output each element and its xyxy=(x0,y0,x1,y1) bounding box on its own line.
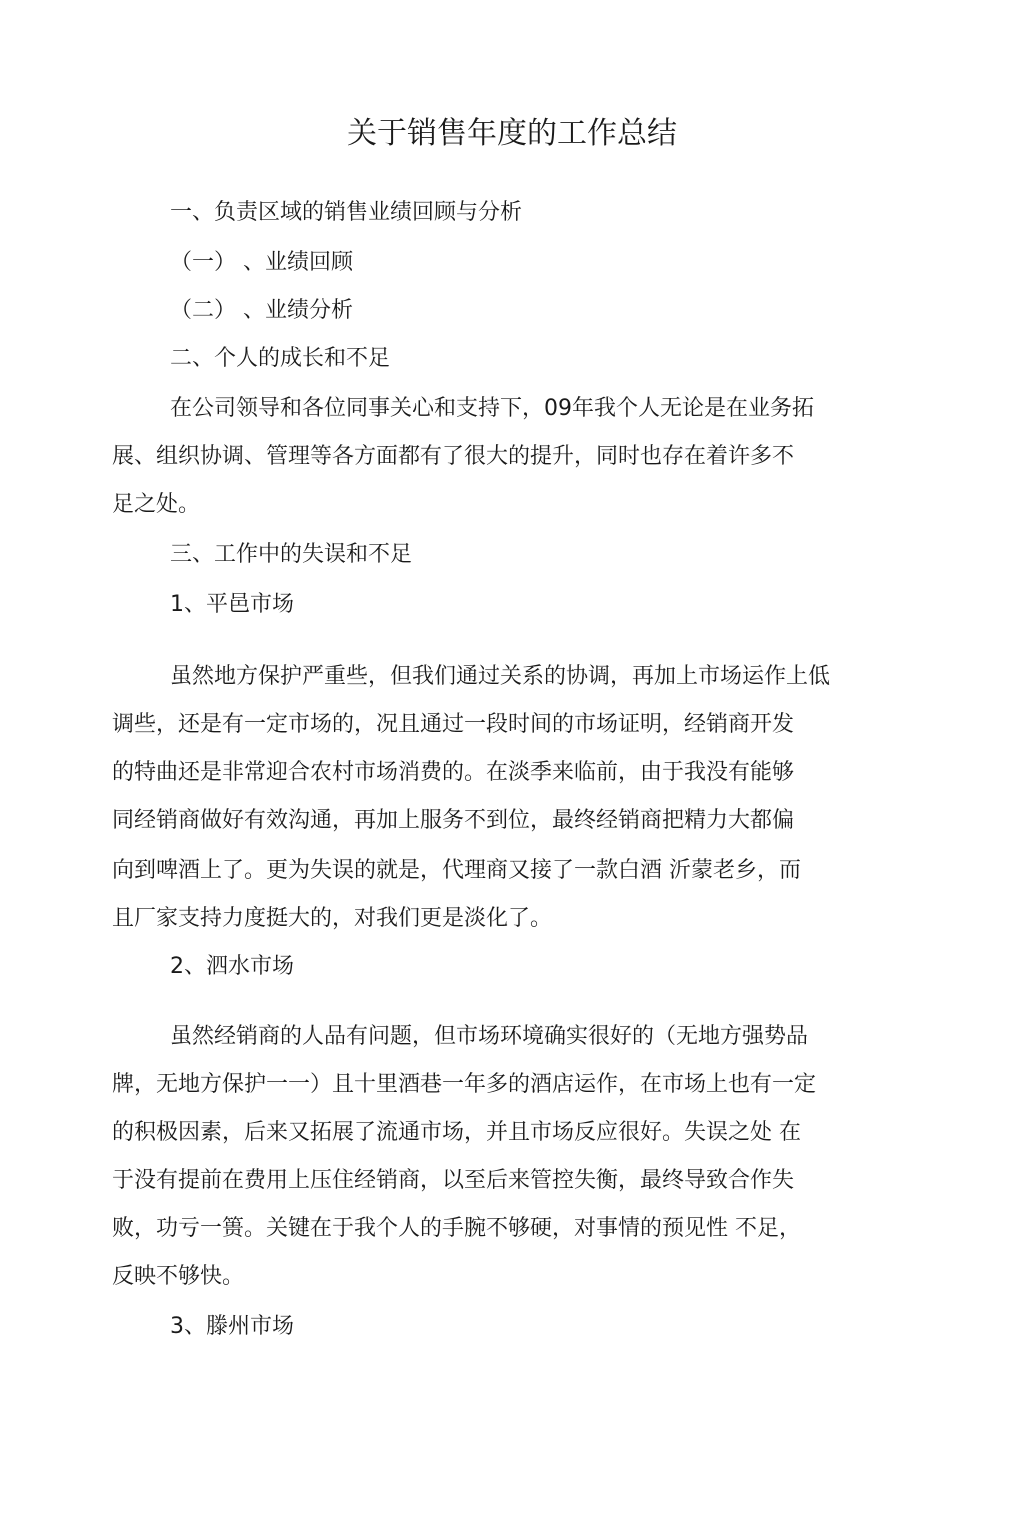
market-1-paragraph-line: 虽然地方保护严重些，但我们通过关系的协调，再加上市场运作上低 xyxy=(170,664,831,689)
market-2-paragraph-line: 败，功亏一篑。关键在于我个人的手腕不够硬，对事情的预见性 不足， xyxy=(112,1216,801,1241)
document-title: 关于销售年度的工作总结 xyxy=(347,116,677,151)
market-3-heading: 3、滕州市场 xyxy=(170,1314,294,1339)
market-1-paragraph-line: 的特曲还是非常迎合农村市场消费的。在淡季来临前，由于我没有能够 xyxy=(112,760,795,785)
market-2-heading: 2、泗水市场 xyxy=(170,954,294,979)
market-1-paragraph-line: 同经销商做好有效沟通，再加上服务不到位，最终经销商把精力大都偏 xyxy=(112,808,795,833)
market-2-paragraph-line: 的积极因素，后来又拓展了流通市场，并且市场反应很好。失误之处 在 xyxy=(112,1120,801,1145)
market-1-paragraph-line: 调些，还是有一定市场的，况且通过一段时间的市场证明，经销商开发 xyxy=(112,712,795,737)
market-1-paragraph-line: 且厂家支持力度挺大的，对我们更是淡化了。 xyxy=(112,906,553,931)
section-2-heading: 二、个人的成长和不足 xyxy=(170,346,391,371)
market-1-heading: 1、平邑市场 xyxy=(170,592,294,617)
section-1-heading: 一、负责区域的销售业绩回顾与分析 xyxy=(170,200,523,225)
section-1-subheading-2: （二） 、业绩分析 xyxy=(170,298,353,323)
section-2-paragraph-line: 足之处。 xyxy=(112,492,201,517)
market-1-paragraph-line: 向到啤酒上了。更为失误的就是，代理商又接了一款白酒 沂蒙老乡，而 xyxy=(112,858,801,883)
section-1-subheading-1: （一） 、业绩回顾 xyxy=(170,250,353,275)
market-2-paragraph-line: 牌，无地方保护一一）且十里酒巷一年多的酒店运作，在市场上也有一定 xyxy=(112,1072,817,1097)
section-2-paragraph-line: 在公司领导和各位同事关心和支持下，09年我个人无论是在业务拓 xyxy=(170,396,814,421)
section-3-heading: 三、工作中的失误和不足 xyxy=(170,542,413,567)
market-2-paragraph-line: 于没有提前在费用上压住经销商，以至后来管控失衡，最终导致合作失 xyxy=(112,1168,795,1193)
section-2-paragraph-line: 展、组织协调、管理等各方面都有了很大的提升，同时也存在着许多不 xyxy=(112,444,795,469)
market-2-paragraph-line: 虽然经销商的人品有问题，但市场环境确实很好的（无地方强势品 xyxy=(170,1024,809,1049)
market-2-paragraph-line: 反映不够快。 xyxy=(112,1264,245,1289)
